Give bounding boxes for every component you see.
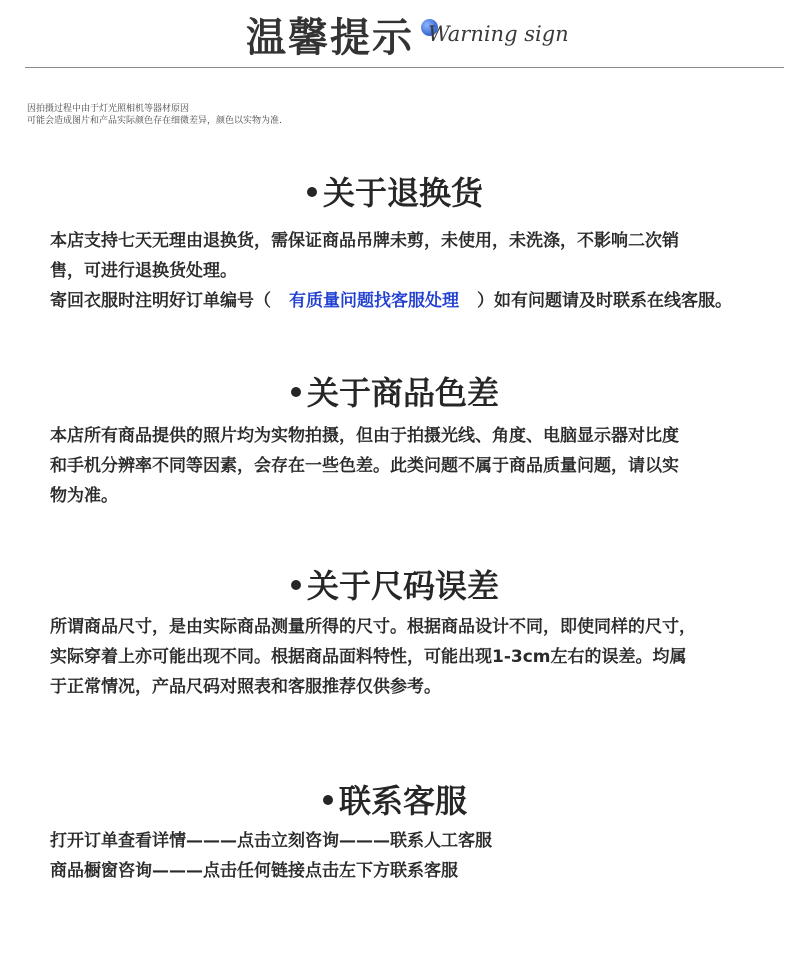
quality-issue-highlight: 有质量问题找客服处理 [289,291,459,311]
section-heading-size [0,561,790,607]
body-line: 本店所有商品提供的照片均为实物拍摄，但由于拍摄光线、角度、电脑显示器对比度 [50,426,679,446]
section-heading-contact [0,776,790,822]
body-line: 售，可进行退换货处理。 [50,261,237,281]
section-body-contact [50,826,780,886]
bullet-icon [291,387,301,397]
bullet-icon [307,187,317,197]
contact-suffix: ）如有问题请及时联系在线客服。 [477,291,732,311]
contact-prefix: 寄回衣服时注明好订单编号（ [50,291,271,311]
disclaimer-line-2: 可能会造成图片和产品实际颜色存在细微差异，颜色以实物为准. [27,116,282,126]
section-body-returns [50,226,780,316]
section-heading-color [0,368,790,414]
divider [25,67,784,68]
bullet-icon [323,795,333,805]
section-heading-text: 关于尺码误差 [306,567,499,605]
section-heading-text: 联系客服 [338,782,467,820]
page-subtitle: Warning sign [428,22,569,46]
section-heading-text: 关于商品色差 [306,374,499,412]
section-heading-text: 关于退换货 [322,174,483,212]
color-disclaimer [27,103,282,127]
body-line: 商品橱窗咨询———点击任何链接点击左下方联系客服 [50,861,458,881]
body-line: 物为准。 [50,486,118,506]
body-line: 打开订单查看详情———点击立刻咨询———联系人工客服 [50,831,492,851]
header [0,0,790,70]
section-body-size [50,612,780,702]
body-line: 本店支持七天无理由退换货，需保证商品吊牌未剪，未使用，未洗涤，不影响二次销 [50,231,679,251]
disclaimer-line-1: 因拍摄过程中由于灯光照相机等器材原因 [27,104,190,114]
bullet-icon [291,580,301,590]
section-heading-returns [0,168,790,214]
body-line-contact [50,286,780,316]
section-body-color [50,421,780,511]
body-line: 所谓商品尺寸，是由实际商品测量所得的尺寸。根据商品设计不同，即使同样的尺寸， [50,617,696,637]
body-line: 于正常情况，产品尺码对照表和客服推荐仅供参考。 [50,677,441,697]
body-line: 实际穿着上亦可能出现不同。根据商品面料特性，可能出现1-3cm左右的误差。均属 [50,647,687,667]
body-line: 和手机分辨率不同等因素，会存在一些色差。此类问题不属于商品质量问题，请以实 [50,456,679,476]
page-title: 温馨提示 [246,15,414,61]
